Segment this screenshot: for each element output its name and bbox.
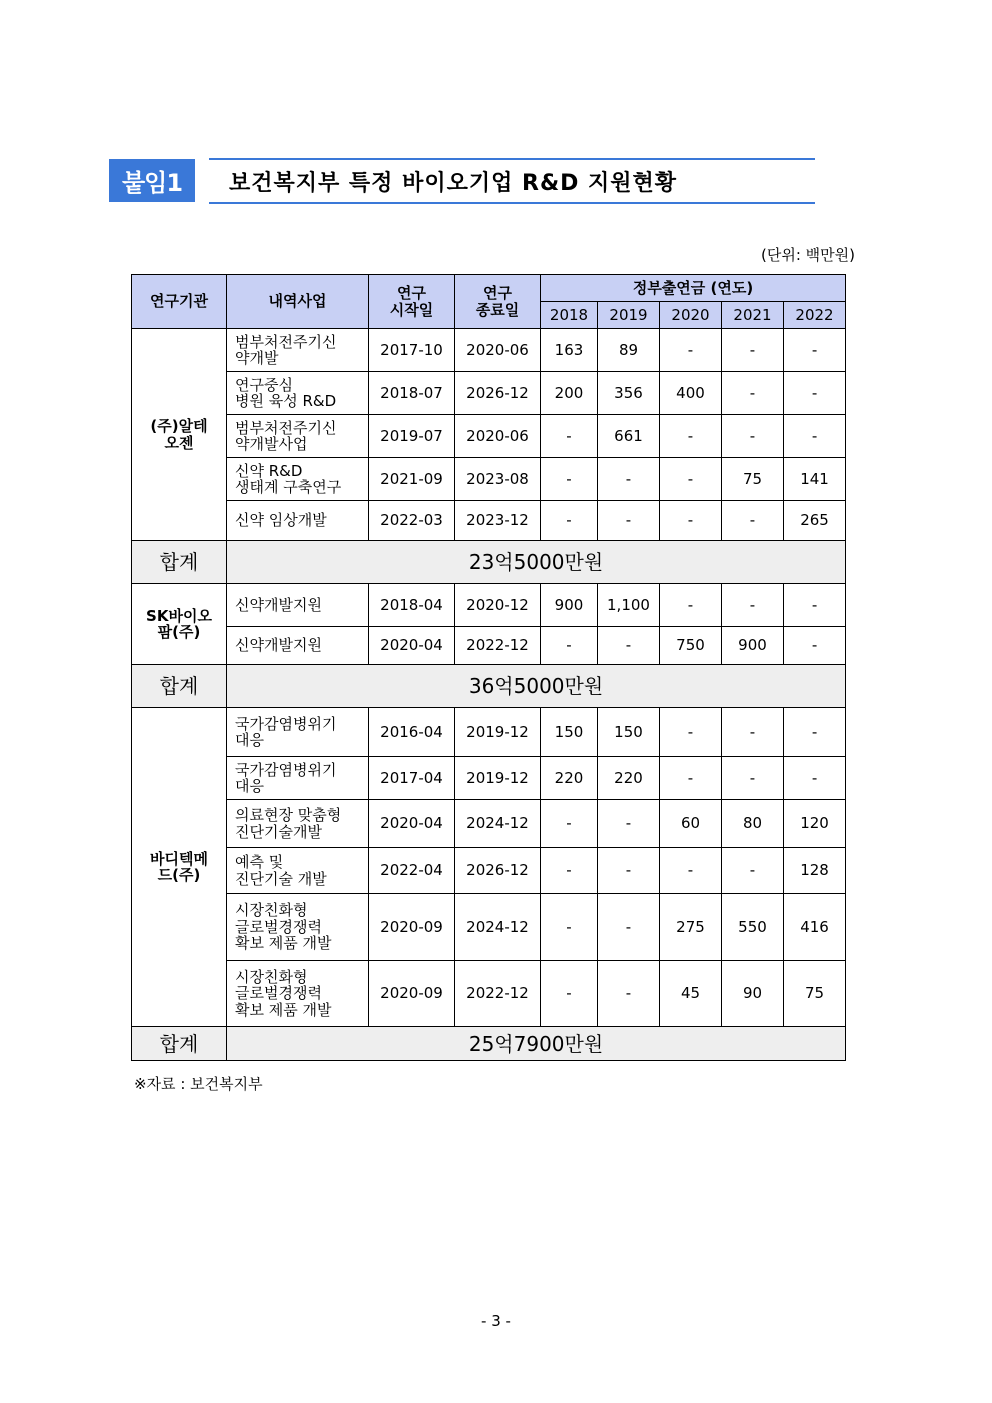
project-name: 신약 R&D 생태계 구축연구	[227, 458, 369, 501]
table-row	[132, 848, 846, 894]
fund-value: -	[784, 372, 846, 415]
fund-value: -	[722, 329, 784, 372]
table-row	[132, 894, 846, 961]
fund-value: -	[722, 415, 784, 458]
source-note: ※자료 : 보건복지부	[134, 1075, 263, 1093]
fund-value: -	[541, 848, 598, 894]
fund-value: 661	[598, 415, 660, 458]
fund-value: 900	[541, 584, 598, 627]
total-label: 합계	[132, 665, 227, 708]
org-name: (주)알테 오젠	[132, 329, 227, 541]
fund-value: -	[722, 372, 784, 415]
fund-value: 900	[722, 627, 784, 665]
fund-value: 141	[784, 458, 846, 501]
end-date: 2019-12	[455, 708, 541, 757]
fund-value: -	[598, 848, 660, 894]
end-date: 2020-06	[455, 329, 541, 372]
fund-value: -	[784, 415, 846, 458]
table-row	[132, 708, 846, 757]
table-row	[132, 584, 846, 627]
project-name: 국가감염병위기 대응	[227, 708, 369, 757]
fund-value: -	[541, 800, 598, 848]
fund-value: -	[784, 584, 846, 627]
unit-label: (단위: 백만원)	[761, 246, 855, 264]
start-date: 2022-04	[369, 848, 455, 894]
fund-value: -	[722, 757, 784, 800]
fund-value: 220	[541, 757, 598, 800]
fund-value: -	[784, 757, 846, 800]
fund-value: -	[541, 627, 598, 665]
fund-value: -	[598, 961, 660, 1027]
fund-value: -	[660, 708, 722, 757]
project-name: 시장친화형 글로벌경쟁력 확보 제품 개발	[227, 961, 369, 1027]
start-date: 2017-04	[369, 757, 455, 800]
end-date: 2022-12	[455, 961, 541, 1027]
header-year: 2022	[784, 302, 846, 329]
fund-value: -	[541, 415, 598, 458]
header-org: 연구기관	[132, 275, 227, 329]
table-row	[132, 329, 846, 372]
fund-value: -	[722, 848, 784, 894]
page-number: - 3 -	[481, 1312, 511, 1330]
fund-value: 75	[784, 961, 846, 1027]
start-date: 2020-04	[369, 800, 455, 848]
fund-value: -	[722, 501, 784, 541]
project-name: 범부처전주기신 약개발사업	[227, 415, 369, 458]
table-row	[132, 757, 846, 800]
end-date: 2020-06	[455, 415, 541, 458]
table-row	[132, 961, 846, 1027]
header-year: 2018	[541, 302, 598, 329]
project-name: 예측 및 진단기술 개발	[227, 848, 369, 894]
fund-value: 80	[722, 800, 784, 848]
fund-value: 1,100	[598, 584, 660, 627]
start-date: 2016-04	[369, 708, 455, 757]
fund-value: -	[598, 627, 660, 665]
fund-value: -	[784, 627, 846, 665]
start-date: 2018-04	[369, 584, 455, 627]
start-date: 2017-10	[369, 329, 455, 372]
total-row	[132, 1027, 846, 1061]
table-row	[132, 415, 846, 458]
table-row	[132, 372, 846, 415]
fund-value: -	[722, 584, 784, 627]
fund-value: 356	[598, 372, 660, 415]
org-name: SK바이오 팜(주)	[132, 584, 227, 665]
header-year: 2021	[722, 302, 784, 329]
fund-value: 120	[784, 800, 846, 848]
start-date: 2018-07	[369, 372, 455, 415]
fund-value: -	[541, 961, 598, 1027]
fund-value: -	[660, 848, 722, 894]
fund-value: -	[784, 708, 846, 757]
header-end	[455, 275, 541, 329]
project-name: 신약개발지원	[227, 584, 369, 627]
table-row	[132, 501, 846, 541]
total-row	[132, 541, 846, 584]
project-name: 연구중심 병원 육성 R&D	[227, 372, 369, 415]
end-date: 2023-08	[455, 458, 541, 501]
fund-value: -	[660, 584, 722, 627]
attachment-badge: 붙임1	[109, 159, 195, 202]
total-value: 36억5000만원	[227, 665, 846, 708]
end-date: 2026-12	[455, 848, 541, 894]
fund-value: 200	[541, 372, 598, 415]
start-date: 2021-09	[369, 458, 455, 501]
start-date: 2019-07	[369, 415, 455, 458]
total-value: 25억7900만원	[227, 1027, 846, 1061]
table-row	[132, 458, 846, 501]
end-date: 2023-12	[455, 501, 541, 541]
fund-value: 75	[722, 458, 784, 501]
funding-table	[131, 274, 846, 1061]
fund-value: 89	[598, 329, 660, 372]
total-label: 합계	[132, 541, 227, 584]
fund-value: 265	[784, 501, 846, 541]
end-date: 2026-12	[455, 372, 541, 415]
fund-value: 400	[660, 372, 722, 415]
page-title: 보건복지부 특정 바이오기업 R&D 지원현황	[229, 170, 678, 196]
project-name: 의료현장 맞춤형 진단기술개발	[227, 800, 369, 848]
fund-value: 750	[660, 627, 722, 665]
end-date: 2024-12	[455, 894, 541, 961]
header-start	[369, 275, 455, 329]
header-project: 내역사업	[227, 275, 369, 329]
table-row	[132, 627, 846, 665]
fund-value: -	[660, 415, 722, 458]
end-date: 2019-12	[455, 757, 541, 800]
fund-value: 220	[598, 757, 660, 800]
fund-value: -	[541, 894, 598, 961]
fund-value: 163	[541, 329, 598, 372]
total-row	[132, 665, 846, 708]
fund-value: 45	[660, 961, 722, 1027]
fund-value: 150	[541, 708, 598, 757]
fund-value: 550	[722, 894, 784, 961]
fund-value: -	[660, 757, 722, 800]
fund-value: -	[598, 800, 660, 848]
header-fund: 정부출연금 (연도)	[541, 275, 846, 302]
fund-value: -	[598, 458, 660, 501]
end-date: 2022-12	[455, 627, 541, 665]
fund-value: 275	[660, 894, 722, 961]
project-name: 신약 임상개발	[227, 501, 369, 541]
header-start-text: 연구 시작일	[389, 284, 434, 319]
end-date: 2024-12	[455, 800, 541, 848]
fund-value: -	[541, 501, 598, 541]
fund-value: 90	[722, 961, 784, 1027]
fund-value: 60	[660, 800, 722, 848]
fund-value: -	[541, 458, 598, 501]
header-year: 2019	[598, 302, 660, 329]
table-row	[132, 800, 846, 848]
fund-value: -	[598, 894, 660, 961]
fund-value: 150	[598, 708, 660, 757]
org-name: 바디텍메 드(주)	[132, 708, 227, 1027]
project-name: 국가감염병위기 대응	[227, 757, 369, 800]
start-date: 2020-04	[369, 627, 455, 665]
fund-value: -	[660, 329, 722, 372]
project-name: 신약개발지원	[227, 627, 369, 665]
header-year: 2020	[660, 302, 722, 329]
fund-value: 416	[784, 894, 846, 961]
start-date: 2022-03	[369, 501, 455, 541]
start-date: 2020-09	[369, 894, 455, 961]
project-name: 시장친화형 글로벌경쟁력 확보 제품 개발	[227, 894, 369, 961]
fund-value: -	[784, 329, 846, 372]
title-box	[209, 158, 815, 204]
fund-value: -	[598, 501, 660, 541]
fund-value: -	[660, 501, 722, 541]
header-end-text: 연구 종료일	[475, 284, 520, 319]
start-date: 2020-09	[369, 961, 455, 1027]
fund-value: 128	[784, 848, 846, 894]
fund-value: -	[722, 708, 784, 757]
total-label: 합계	[132, 1027, 227, 1061]
project-name: 범부처전주기신 약개발	[227, 329, 369, 372]
fund-value: -	[660, 458, 722, 501]
total-value: 23억5000만원	[227, 541, 846, 584]
end-date: 2020-12	[455, 584, 541, 627]
